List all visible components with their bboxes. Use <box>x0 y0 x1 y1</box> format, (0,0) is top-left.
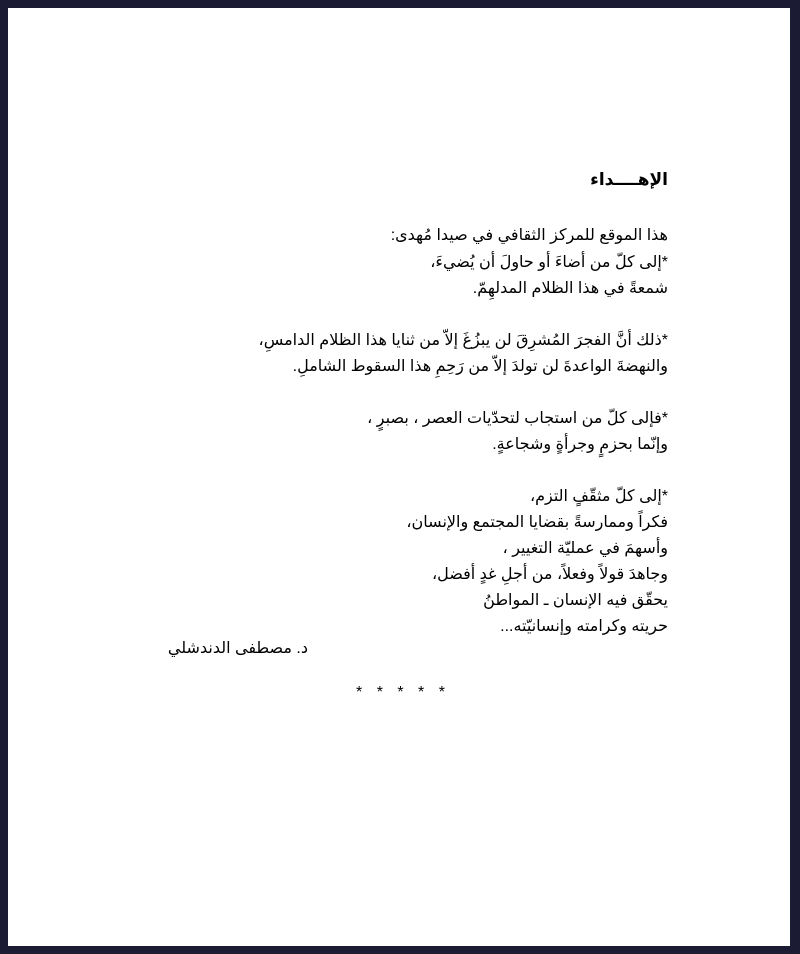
text-line: *إلى كلّ من أضاءَ أو حاولَ أن يُضيءَ، <box>430 254 668 271</box>
text-line: وجاهدَ قولاً وفعلاً، من أجلِ غدٍ أفضل، <box>431 566 668 583</box>
page-title: الإهــــداء <box>590 170 668 189</box>
text-line: وإنّما بحزمٍ وجرأةٍ وشجاعةٍ. <box>492 436 668 453</box>
text-line: *فإلى كلّ من استجاب لتحدّيات العصر ، بصبرٍ ، <box>367 410 668 427</box>
dedication-text <box>158 8 668 946</box>
text-line: *ذلك أنَّ الفجرَ المُشرِقَ لن يبزُغَ إلاّ من ثنايا هذا الظلام الدامسِ، <box>258 332 668 349</box>
text-line: هذا الموقع للمركز الثقافي في صيدا مُهدى: <box>390 227 668 244</box>
section-separator: * * * * * <box>356 684 450 701</box>
text-line: شمعةً في هذا الظلام المدلهِمّ. <box>472 280 668 297</box>
text-line: *إلى كلّ مثقّفٍ التزم، <box>529 488 668 505</box>
text-line: حريته وكرامته وإنسانيّته... <box>500 618 668 635</box>
author-signature: د. مصطفى الدندشلي <box>167 640 308 657</box>
text-line: يحقّق فيه الإنسان ـ المواطنُ <box>483 592 668 609</box>
text-line: وأسهمَ في عمليّة التغيير ، <box>502 540 668 557</box>
document-page <box>8 8 790 946</box>
text-line: فكراً وممارسةً بقضايا المجتمع والإنسان، <box>406 514 668 531</box>
text-line: والنهضةَ الواعدةَ لن تولدَ إلاّ من رَحِمِ هذا السقوط الشاملِ. <box>292 358 668 375</box>
